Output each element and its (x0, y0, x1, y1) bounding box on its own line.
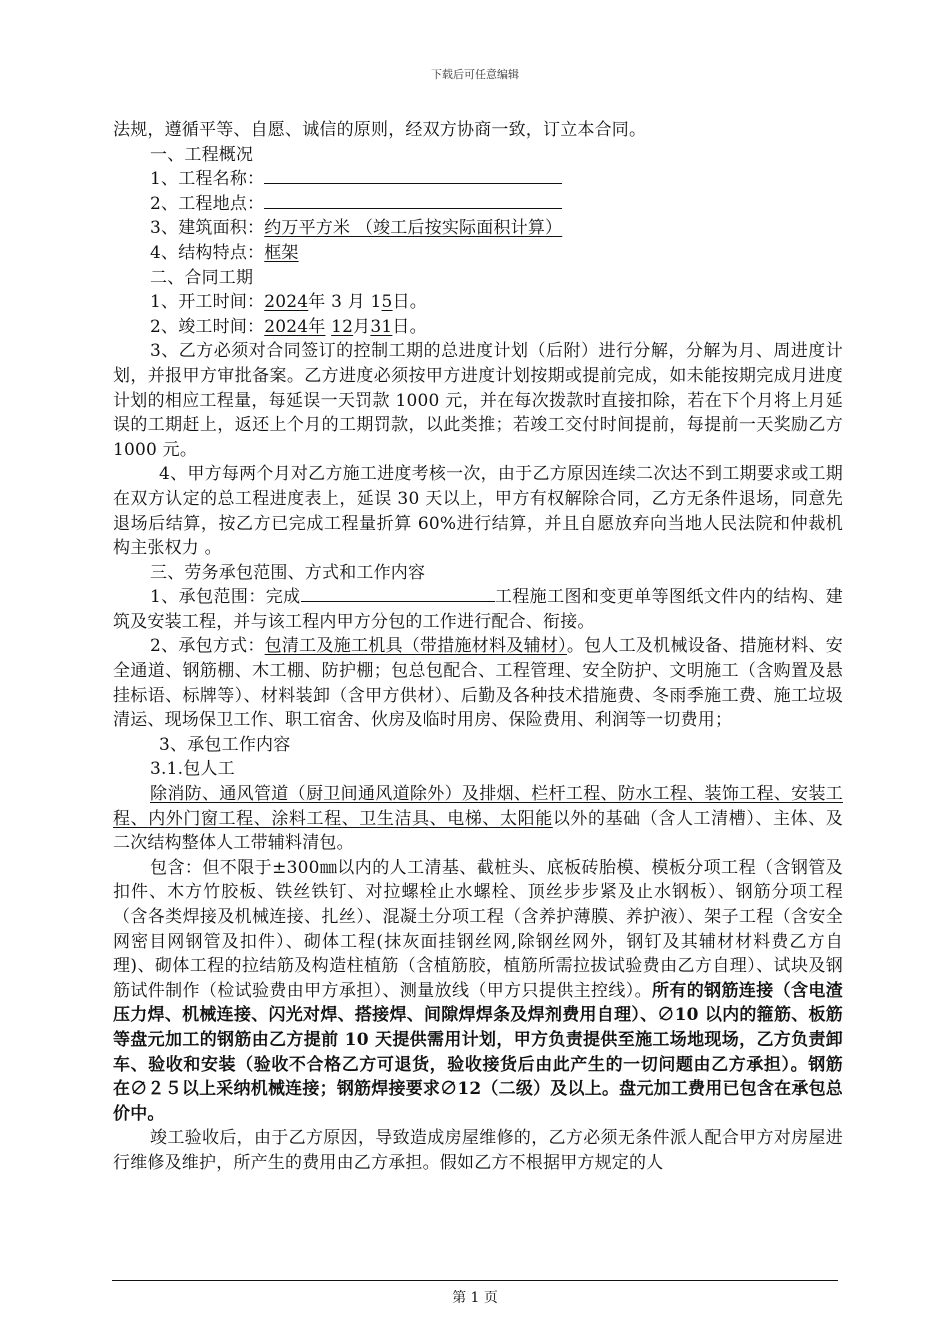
page-number: 第 1 页 (452, 1290, 498, 1306)
start-date-mid: 年 3 月 1 (308, 292, 382, 313)
project-name-line (113, 167, 843, 192)
warranty-clause: 竣工验收后，由于乙方原因，导致造成房屋维修的，乙方必须无条件派人配合甲方对房屋进行维修及维护，所产生的费用由乙方承担。假如乙方不根据甲方规定的人 (113, 1128, 843, 1173)
scope-clause-1-rest: 工程施工图和变更单等图纸文件内的结构、建筑及安装工程，并与该工程内甲方分包的工作进行配合、衔接。 (113, 587, 844, 632)
clause-3-1-inclusions (113, 856, 843, 1127)
finish-month-unit: 月 (353, 316, 371, 337)
finish-date-end: 日。 (392, 316, 427, 337)
inclusions-bold-text: 所有的钢筋连接（含电渣压力焊、机械连接、闪光对焊、搭接焊、间隙焊焊条及焊剂费用自理）、∅10 以内的箍筋、板筋等盘元加工的钢筋由乙方提前 10 天提供需用计划，甲方负责提供至施工场地现场，乙方负责卸车、验收和安装（验收不合格乙方可退货，验收接货后由此产生的一切问题由乙方承担）。钢筋在∅２５以上采纳机械连接；钢筋焊接要求∅12（二级）及以上。盘元加工费用已包含在承包总价中。 (113, 980, 843, 1124)
structure-label: 4、结构特点： (150, 242, 265, 263)
building-area-value: 约万平方米 （竣工后按实际面积计算） (264, 218, 563, 239)
start-date-label: 1、开工时间： (150, 292, 265, 313)
finish-year-unit: 年 (308, 316, 326, 337)
header-note: 下载后可任意编辑 (431, 68, 519, 81)
project-location-blank (264, 192, 562, 209)
section-2-title: 二、合同工期 (150, 267, 254, 288)
start-year: 2024 (264, 292, 309, 313)
scope-clause-1 (113, 585, 843, 634)
scope-clause-3: 3、承包工作内容 (159, 734, 291, 755)
project-name-label: 1、工程名称： (150, 169, 265, 190)
contract-body (113, 118, 843, 1176)
scope-clause-2 (113, 634, 843, 732)
finish-month: 12 (331, 316, 354, 337)
section-1-title: 一、工程概况 (150, 144, 254, 165)
project-location-label: 2、工程地点： (150, 193, 265, 214)
project-location-line (113, 192, 843, 217)
start-date-line (113, 290, 843, 315)
finish-year: 2024 (264, 316, 309, 337)
schedule-clause-4: 4、甲方每两个月对乙方施工进度考核一次，由于乙方原因连续二次达不到工期要求或工期在双方认定的总工程进度表上，延误 30 天以上，甲方有权解除合同，乙方无条件退场，同意先退场后结算，按乙方已完成工程量折算 60%进行结算，并且自愿放弃向当地人民法院和仲裁机构主张权力 。 (113, 464, 843, 559)
scope-clause-2-lead: 2、承包方式： (150, 636, 265, 657)
clause-3-1-exclusions (113, 782, 843, 856)
project-name-blank (264, 167, 562, 184)
exclusions-part-2: 内外门窗工程、涂料工程、卫生洁具、电梯、太阳能 (148, 808, 553, 829)
structure-line (113, 241, 843, 266)
start-date-end: 日。 (392, 292, 427, 313)
contract-mode-value: 包清工及施工机具（带措施材料及辅材） (264, 636, 567, 657)
finish-day: 31 (370, 316, 393, 337)
exclusions-part-1: 除消防、通风管道（厨卫间通风道除外）及排烟、栏杆工程、防水工程、装饰工程、安装工程、 (113, 784, 843, 829)
scope-clause-1-lead: 1、承包范围：完成 (150, 587, 301, 608)
section-3-title: 三、劳务承包范围、方式和工作内容 (150, 562, 426, 583)
clause-3-1: 3.1.包人工 (150, 759, 235, 780)
building-area-label: 3、建筑面积： (150, 218, 265, 239)
intro-paragraph: 法规，遵循平等、自愿、诚信的原则，经双方协商一致，订立本合同。 (113, 120, 647, 140)
start-day: 5 (381, 292, 393, 313)
scope-project-blank (301, 585, 495, 602)
structure-value: 框架 (264, 242, 299, 263)
building-area-line (113, 216, 843, 241)
footer-divider (112, 1280, 838, 1281)
inclusions-text: 包含：但不限于±300㎜以内的人工清基、截桩头、底板砖胎模、模板分项工程（含钢管及扣件、木方竹胶板、铁丝铁钉、对拉螺栓止水螺栓、顶丝步步紧及止水钢板）、钢筋分项工程（含各类焊接及机械连接、扎丝）、混凝土分项工程（含养护薄膜、养护液）、架子工程（含安全网密目网钢管及扣件）、砌体工程(抹灰面挂钢丝网,除钢丝网外，钢钉及其辅材材料费乙方自理)、砌体工程的拉结筋及构造柱植筋（含植筋胶，植筋所需拉拔试验费由乙方自理）、试块及钢筋试件制作（检试验费由甲方承担）、测量放线（甲方只提供主控线）。 (113, 857, 843, 1001)
scope-clause-2-rest: 。包人工及机械设备、措施材料、安全通道、钢筋棚、木工棚、防护棚；包总包配合、工程管理、安全防护、文明施工（含购置及悬挂标语、标牌等）、材料装卸（含甲方供材）、后勤及各种技术措施费、冬雨季施工费、施工垃圾清运、现场保卫工作、职工宿舍、伙房及临时用房、保险费用、利润等一切费用； (113, 636, 844, 731)
finish-date-line (113, 315, 843, 340)
finish-date-label: 2、竣工时间： (150, 316, 265, 337)
exclusions-rest: 以外的基础（含人工清槽）、主体、及二次结构整体人工带辅料清包。 (113, 808, 843, 854)
schedule-clause-3: 3、乙方必须对合同签订的控制工期的总进度计划（后附）进行分解，分解为月、周进度计划，并报甲方审批备案。乙方进度必须按甲方进度计划按期或提前完成，如未能按期完成月进度计划的相应工程量，每延误一天罚款 1000 元，并在每次拨款时直接扣除，若在下个月将上月延误的工期赶上，返还上个月的工期罚款，以此类推；若竣工交付时间提前，每提前一天奖励乙方 1000 元。 (113, 341, 843, 460)
